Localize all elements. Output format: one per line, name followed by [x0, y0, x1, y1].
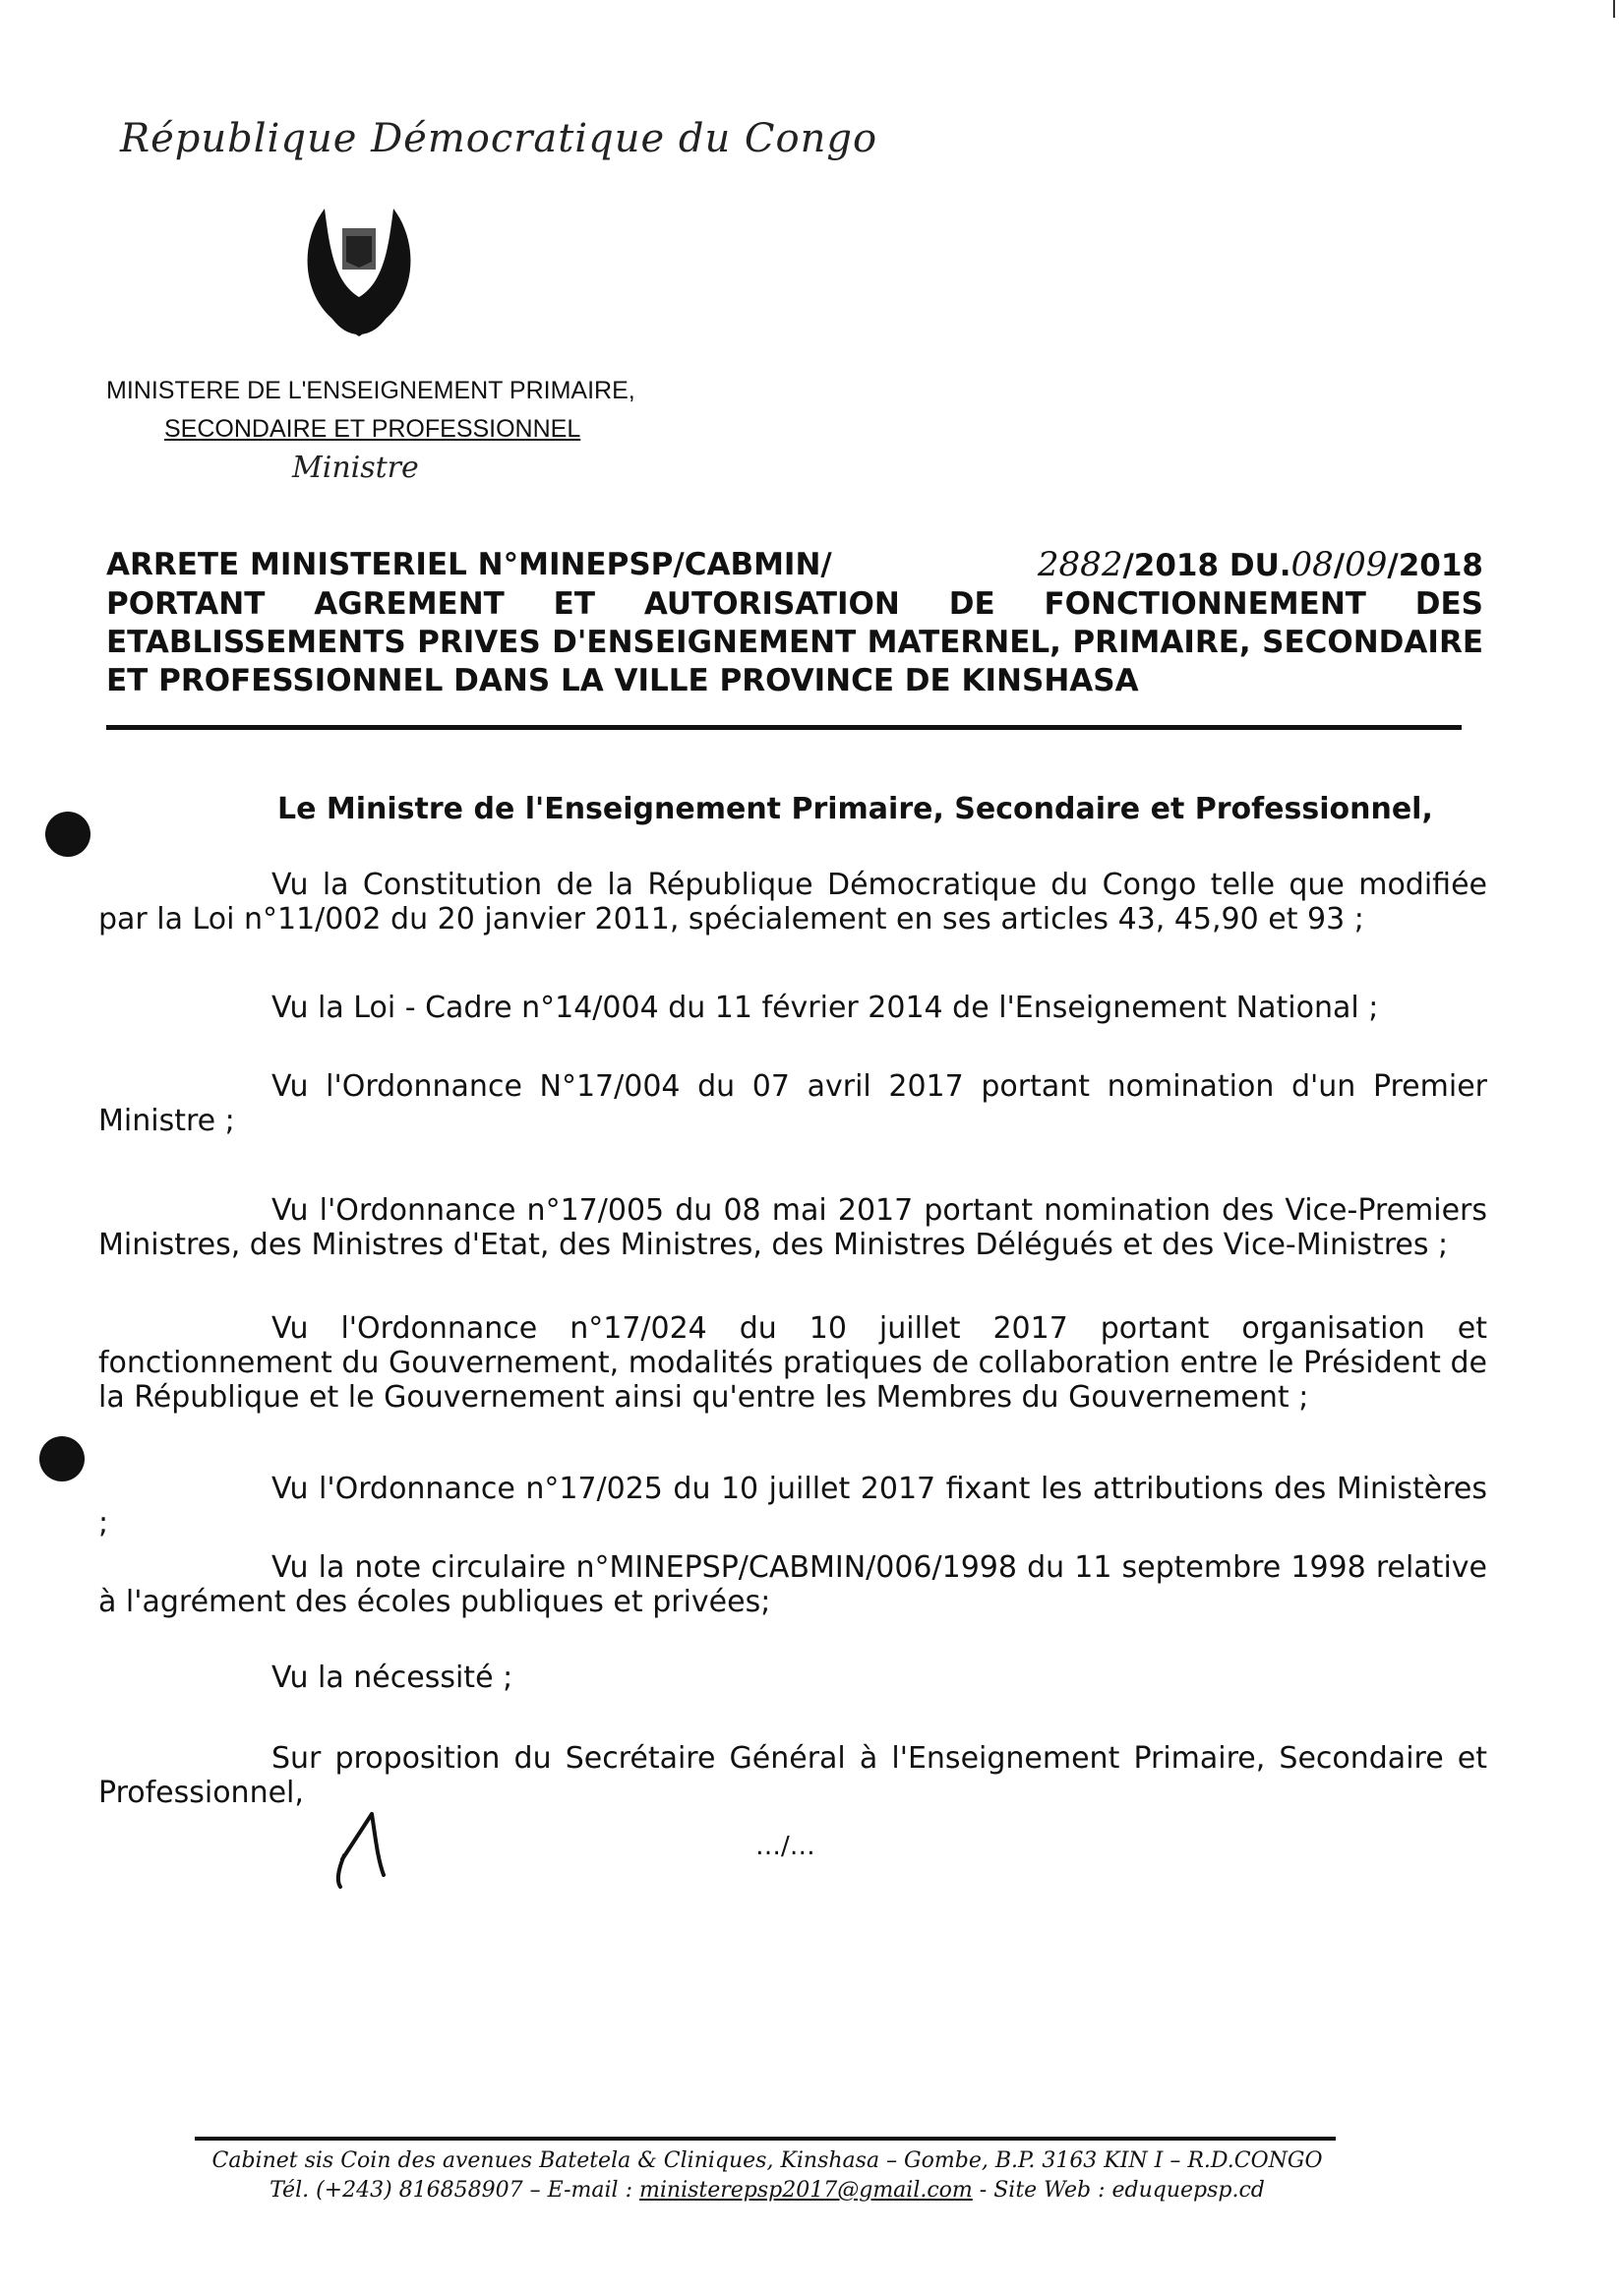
republic-heading: République Démocratique du Congo [120, 116, 878, 161]
decree-day: 08 [1290, 545, 1334, 584]
ministry-line-1: MINISTERE DE L'ENSEIGNEMENT PRIMAIRE, [106, 377, 635, 404]
paragraph-ordonnance-17-024: Vu l'Ordonnance n°17/024 du 10 juillet 2017 portant organisation et fonctionnement du Gouvernement, modalités pratiques de collaboration entre le Président de la République et le Gouvernement ainsi qu'entre les Membres du Gouvernement ; [98, 1311, 1487, 1415]
punch-hole-mark-bottom [39, 1436, 85, 1481]
minister-title: Le Ministre de l'Enseignement Primaire, Secondaire et Professionnel, [277, 792, 1433, 826]
preamble-paragraph [98, 1661, 1487, 1695]
preamble-paragraph [98, 1741, 1487, 1810]
decree-title-part-2: /2018 DU. [1122, 548, 1291, 583]
paragraph-loi-cadre: Vu la Loi - Cadre n°14/004 du 11 février 2014 de l'Enseignement National ; [271, 991, 1379, 1025]
decree-number: 2882 [1037, 545, 1123, 584]
decree-date-separator: / [1333, 548, 1346, 583]
footer-contact [197, 2146, 1338, 2205]
decree-month: 09 [1345, 545, 1388, 584]
footer-address: Cabinet sis Coin des avenues Batetela & Cliniques, Kinshasa – Gombe, B.P. 3163 KIN I – R.D.CONGO [211, 2148, 1323, 2173]
preamble-paragraph [98, 1069, 1487, 1138]
preamble-paragraph [98, 868, 1487, 937]
paragraph-ordonnance-17-025: Vu l'Ordonnance n°17/025 du 10 juillet 2017 fixant les attributions des Ministères ; [98, 1472, 1487, 1541]
ministre-label: Ministre [292, 451, 419, 485]
footer-divider [195, 2137, 1336, 2141]
preamble-paragraph [98, 1550, 1487, 1619]
coat-of-arms-emblem [285, 189, 433, 346]
decree-title-line-1 [106, 546, 1483, 585]
footer-phone: Tél. (+243) 816858907 – E-mail : [270, 2178, 639, 2203]
paragraph-note-circulaire: Vu la note circulaire n°MINEPSP/CABMIN/006/1998 du 11 septembre 1998 relative à l'agrément des écoles publiques et privées; [98, 1550, 1487, 1619]
preamble-paragraph [98, 1472, 1487, 1541]
decree-number-block [1038, 546, 1483, 585]
paragraph-proposition: Sur proposition du Secrétaire Général à l'Enseignement Primaire, Secondaire et Professionnel, [98, 1741, 1487, 1810]
paragraph-ordonnance-17-004: Vu l'Ordonnance N°17/004 du 07 avril 2017 portant nomination d'un Premier Ministre ; [98, 1069, 1487, 1138]
paragraph-constitution: Vu la Constitution de la République Démocratique du Congo telle que modifiée par la Loi n°11/002 du 20 janvier 2011, spécialement en ses articles 43, 45,90 et 93 ; [98, 868, 1487, 937]
footer-email-link[interactable]: ministerepsp2017@gmail.com [639, 2178, 973, 2203]
decree-title-rest: PORTANT AGREMENT ET AUTORISATION DE FONCTIONNEMENT DES ETABLISSEMENTS PRIVES D'ENSEIGNEMENT MATERNEL, PRIMAIRE, SECONDAIRE ET PROFESSIONNEL DANS LA VILLE PROVINCE DE KINSHASA [106, 586, 1483, 698]
decree-title [106, 546, 1483, 700]
decree-title-part-1: ARRETE MINISTERIEL N°MINEPSP/CABMIN/ [106, 547, 832, 582]
decree-year: /2018 [1387, 548, 1483, 583]
footer-website: - Site Web : eduquepsp.cd [972, 2178, 1265, 2203]
scan-edge-mark [1613, 0, 1615, 18]
punch-hole-mark-top [45, 812, 90, 857]
ministry-line-2: SECONDAIRE ET PROFESSIONNEL [164, 415, 581, 443]
paragraph-ordonnance-17-005: Vu l'Ordonnance n°17/005 du 08 mai 2017 portant nomination des Vice-Premiers Ministres, des Ministres d'Etat, des Ministres, des Ministres Délégués et des Vice-Ministres ; [98, 1193, 1487, 1262]
paragraph-necessite: Vu la nécessité ; [271, 1661, 513, 1695]
preamble-paragraph [98, 1193, 1487, 1262]
footer-contact-line [197, 2176, 1338, 2205]
preamble-paragraph [98, 1311, 1487, 1415]
title-divider [106, 725, 1462, 730]
preamble-paragraph [98, 991, 1487, 1025]
ministry-heading [106, 372, 635, 449]
continuation-marker: …/… [755, 1832, 815, 1861]
initial-signature-mark [332, 1810, 391, 1889]
